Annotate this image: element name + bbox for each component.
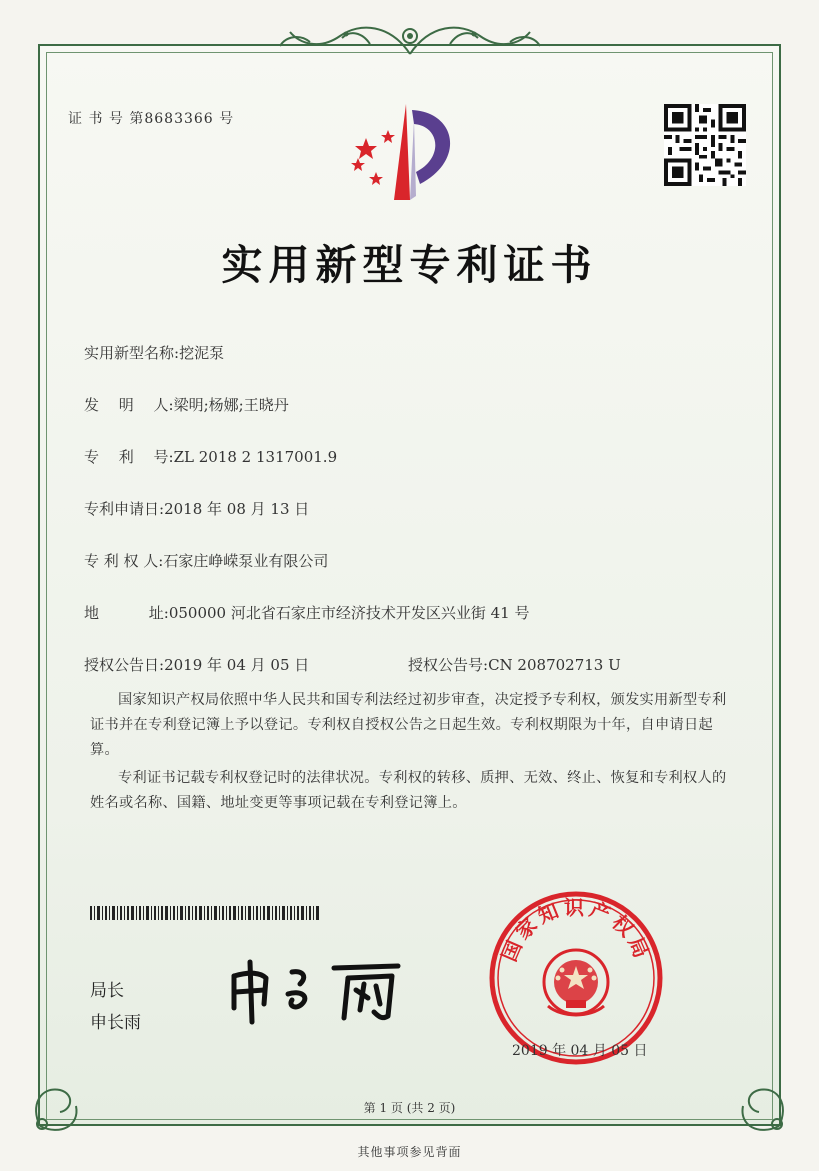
field-label: 专 利 号: (84, 448, 174, 466)
top-ornament (250, 14, 570, 60)
field-label: 授权公告日: (84, 656, 165, 674)
footer-note: 其他事项参见背面 (357, 1145, 462, 1159)
body-paragraph-1: 国家知识产权局依照中华人民共和国专利法经过初步审查，决定授予专利权，颁发实用新型专利证书并在专利登记簿上予以登记。专利权自授权公告之日起生效。专利权期限为十年，自申请日起算。 (90, 692, 727, 758)
signatory-title: 局长 (90, 981, 124, 1001)
field-value: 2019 年 04 月 05 日 (164, 656, 310, 674)
field-grant-announcement-number (408, 654, 621, 675)
field-label: 授权公告号: (408, 656, 489, 674)
qr-code-icon (664, 104, 746, 186)
field-value: 梁明;杨娜;王晓丹 (173, 396, 289, 414)
body-paragraph-2: 专利证书记载专利权登记时的法律状况。专利权的转移、质押、无效、终止、恢复和专利权人的姓名或名称、国籍、地址变更等事项记载在专利登记簿上。 (90, 770, 727, 811)
field-address (84, 602, 529, 623)
field-label: 发 明 人: (84, 396, 174, 414)
signatory-name: 申长雨 (90, 1013, 141, 1033)
certificate-number: 证 书 号 第8683366 号 (68, 111, 235, 127)
field-patent-number (84, 446, 337, 467)
field-value: ZL 2018 2 1317001.9 (173, 448, 338, 466)
page-number: 第 1 页 (共 2 页) (363, 1101, 456, 1115)
field-value: 挖泥泵 (179, 344, 225, 362)
certificate-title: 实用新型专利证书 (221, 241, 598, 289)
handwritten-signature (222, 954, 412, 1026)
field-value: 2018 年 08 月 13 日 (164, 500, 310, 518)
field-label: 专 利 权 人: (84, 552, 164, 570)
seal-date: 2019 年 04 月 05 日 (512, 1043, 648, 1059)
field-grant-announcement-date (84, 654, 309, 675)
cnipa-emblem-icon (336, 100, 476, 212)
barcode-icon (90, 906, 321, 920)
field-label: 地 址: (84, 604, 169, 622)
field-label: 专利申请日: (84, 500, 165, 518)
field-patentee (84, 550, 328, 571)
field-label: 实用新型名称: (84, 344, 180, 362)
field-value: 石家庄峥嵘泵业有限公司 (163, 552, 329, 570)
field-value: CN 208702713 U (488, 656, 621, 674)
field-value: 050000 河北省石家庄市经济技术开发区兴业街 41 号 (168, 604, 530, 622)
seal-text: 国家知识产权局 (496, 895, 656, 965)
field-inventors (84, 394, 289, 415)
field-utility-model-name (84, 342, 224, 363)
field-application-date (84, 498, 309, 519)
svg-text:国家知识产权局 (497, 895, 655, 964)
